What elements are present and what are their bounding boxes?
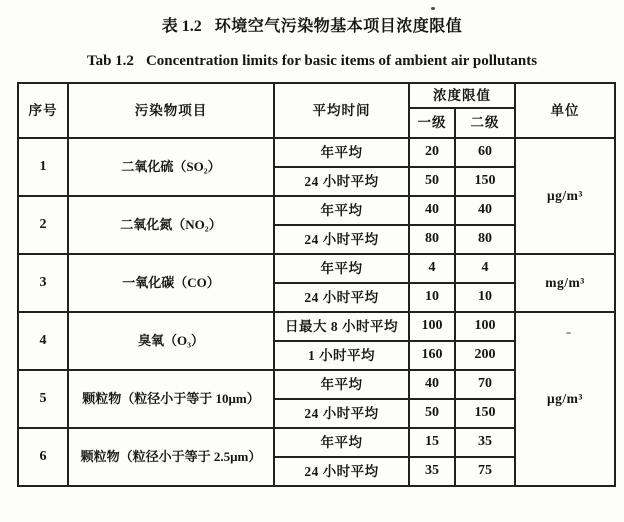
pollutant-limits-table (17, 82, 616, 487)
cell-pollutant: 二氧化氮（NO₂） (68, 196, 274, 254)
cell-seq: 3 (18, 254, 68, 312)
cell-limit-level2: 150 (455, 167, 515, 196)
cell-avg-time: 24 小时平均 (274, 399, 409, 428)
cell-seq: 6 (18, 428, 68, 486)
header-level2: 二级 (455, 108, 515, 138)
cell-avg-time: 年平均 (274, 370, 409, 399)
cell-seq: 1 (18, 138, 68, 196)
cell-avg-time: 年平均 (274, 138, 409, 167)
cell-limit-level1: 80 (409, 225, 455, 254)
cell-pollutant: 一氧化碳（CO） (68, 254, 274, 312)
cell-limit-level1: 4 (409, 254, 455, 283)
table-title-cn (0, 0, 624, 36)
cell-avg-time: 年平均 (274, 196, 409, 225)
scan-speck (431, 7, 435, 10)
cell-seq: 2 (18, 196, 68, 254)
table-row (18, 138, 615, 167)
cell-pollutant: 颗粒物（粒径小于等于 2.5μm） (68, 428, 274, 486)
cell-limit-level1: 160 (409, 341, 455, 370)
cell-avg-time: 24 小时平均 (274, 167, 409, 196)
cell-limit-level1: 20 (409, 138, 455, 167)
header-concentration-limits: 浓度限值 (409, 83, 515, 108)
cell-limit-level1: 100 (409, 312, 455, 341)
header-seq: 序号 (18, 83, 68, 138)
cell-limit-level2: 70 (455, 370, 515, 399)
cell-avg-time: 1 小时平均 (274, 341, 409, 370)
cell-avg-time: 24 小时平均 (274, 225, 409, 254)
cell-limit-level2: 10 (455, 283, 515, 312)
cell-unit: mg/m³ (515, 254, 615, 312)
cell-unit: μg/m³ (515, 312, 615, 486)
cell-limit-level2: 150 (455, 399, 515, 428)
cell-limit-level2: 40 (455, 196, 515, 225)
cell-limit-level2: 75 (455, 457, 515, 486)
table-title-en-text: Concentration limits for basic items of ambient air pollutants (145, 53, 538, 69)
cell-avg-time: 24 小时平均 (274, 283, 409, 312)
table-number-cn: 表 1.2 (161, 18, 202, 35)
cell-limit-level2: 4 (455, 254, 515, 283)
cell-pollutant: 二氧化硫（SO₂） (68, 138, 274, 196)
cell-limit-level2: 80 (455, 225, 515, 254)
cell-avg-time: 年平均 (274, 254, 409, 283)
cell-seq: 4 (18, 312, 68, 370)
cell-avg-time: 24 小时平均 (274, 457, 409, 486)
table-row (18, 254, 615, 283)
cell-unit: μg/m³ (515, 138, 615, 254)
cell-avg-time: 日最大 8 小时平均 (274, 312, 409, 341)
cell-avg-time: 年平均 (274, 428, 409, 457)
table-row (18, 312, 615, 341)
cell-limit-level1: 40 (409, 370, 455, 399)
cell-pollutant: 臭氧（O₃） (68, 312, 274, 370)
header-pollutant: 污染物项目 (68, 83, 274, 138)
cell-limit-level1: 15 (409, 428, 455, 457)
cell-limit-level1: 40 (409, 196, 455, 225)
cell-limit-level2: 200 (455, 341, 515, 370)
table-title-cn-text: 环境空气污染物基本项目浓度限值 (214, 18, 463, 35)
cell-pollutant: 颗粒物（粒径小于等于 10μm） (68, 370, 274, 428)
header-avg-time: 平均时间 (274, 83, 409, 138)
cell-limit-level2: 60 (455, 138, 515, 167)
cell-limit-level1: 50 (409, 167, 455, 196)
table-title-en (0, 53, 624, 70)
cell-limit-level1: 50 (409, 399, 455, 428)
cell-limit-level1: 35 (409, 457, 455, 486)
cell-limit-level2: 35 (455, 428, 515, 457)
scan-speck (566, 332, 571, 334)
table-number-en: Tab 1.2 (86, 53, 134, 69)
header-level1: 一级 (409, 108, 455, 138)
cell-seq: 5 (18, 370, 68, 428)
header-unit: 单位 (515, 83, 615, 138)
cell-limit-level2: 100 (455, 312, 515, 341)
cell-limit-level1: 10 (409, 283, 455, 312)
